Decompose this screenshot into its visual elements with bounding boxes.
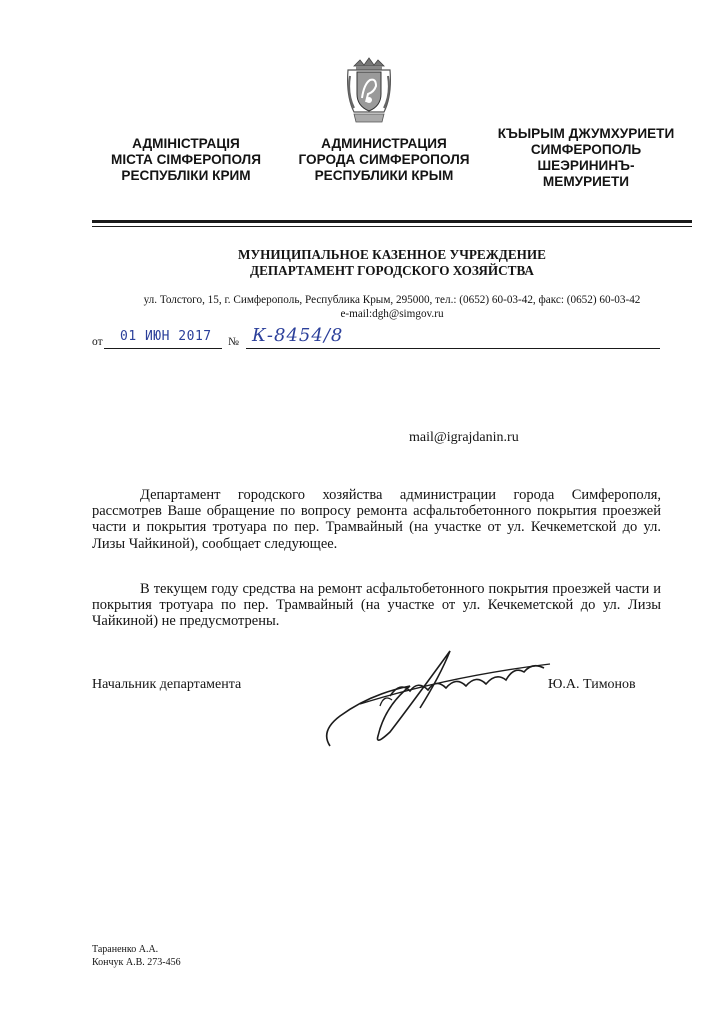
date-label: от — [92, 336, 103, 348]
body-paragraph: В текущем году средства на ремонт асфальтобетонного покрытия проезжей части и покрытия тротуара по пер. Трамвайный (на участке от ул. Кечкеметской до ул. Лизы Чайкиной) не предусмотрены. — [92, 581, 661, 630]
handwritten-signature — [300, 636, 560, 756]
recipient-email: mail@igrajdanin.ru — [409, 430, 519, 445]
header-crimean-tatar-line: МЕМУРИЕТИ — [542, 174, 630, 189]
header-crimean-tatar-line: ШЕЭРИНИНЪ- — [537, 158, 635, 173]
header-divider-thin — [92, 226, 692, 227]
organization-line2: ДЕПАРТАМЕНТ ГОРОДСКОГО ХОЗЯЙСТВА — [250, 263, 534, 278]
header-ukrainian-line: МІСТА СІМФЕРОПОЛЯ — [111, 152, 261, 167]
header-ukrainian-line: АДМІНІСТРАЦІЯ — [132, 136, 240, 151]
date-underline — [104, 348, 222, 349]
header-russian-line: АДМИНИСТРАЦИЯ — [321, 136, 447, 151]
header-russian-line: РЕСПУБЛИКИ КРЫМ — [314, 168, 454, 183]
header-ukrainian-line: РЕСПУБЛІКИ КРИМ — [121, 168, 251, 183]
registration-number: К-8454/8 — [252, 325, 344, 346]
header-russian — [284, 136, 484, 184]
header-crimean-tatar-line: КЪЫРЫМ ДЖУМХУРИЕТИ — [497, 126, 675, 141]
date-stamp: 01 ИЮН 2017 — [120, 328, 212, 345]
body-paragraph: Департамент городского хозяйства администрации города Симферополя, рассмотрев Ваше обращение по вопросу ремонта асфальтобетонного покрытия проезжей части и покрытия тротуара по пер. Трамвайный (на участке от ул. Кечкеметской до ул. Лизы Чайкиной), сообщает следующее. — [92, 487, 661, 552]
number-label: № — [228, 336, 239, 348]
header-crimean-tatar-line: СИМФЕРОПОЛЬ — [530, 142, 642, 157]
coat-of-arms-icon — [344, 56, 394, 128]
executor-line: Тараненко А.А. — [92, 944, 159, 955]
header-russian-line: ГОРОДА СИМФЕРОПОЛЯ — [298, 152, 470, 167]
executor-line: Кончук А.В. 273-456 — [92, 956, 181, 968]
signatory-name: Ю.А. Тимонов — [548, 677, 636, 692]
organization-name — [92, 247, 692, 279]
organization-address: ул. Толстого, 15, г. Симферополь, Республика Крым, 295000, тел.: (0652) 60-03-42, факс: (0652) 60-03-42 — [143, 294, 641, 306]
number-underline — [246, 348, 660, 349]
organization-email: e-mail:dgh@simgov.ru — [340, 308, 444, 320]
organization-contacts — [92, 293, 692, 321]
header-divider — [92, 220, 692, 223]
executors — [92, 944, 181, 969]
organization-line1: МУНИЦИПАЛЬНОЕ КАЗЕННОЕ УЧРЕЖДЕНИЕ — [238, 247, 546, 262]
header-crimean-tatar — [486, 126, 686, 190]
signatory-title: Начальник департамента — [92, 677, 242, 692]
header-ukrainian — [96, 136, 276, 184]
